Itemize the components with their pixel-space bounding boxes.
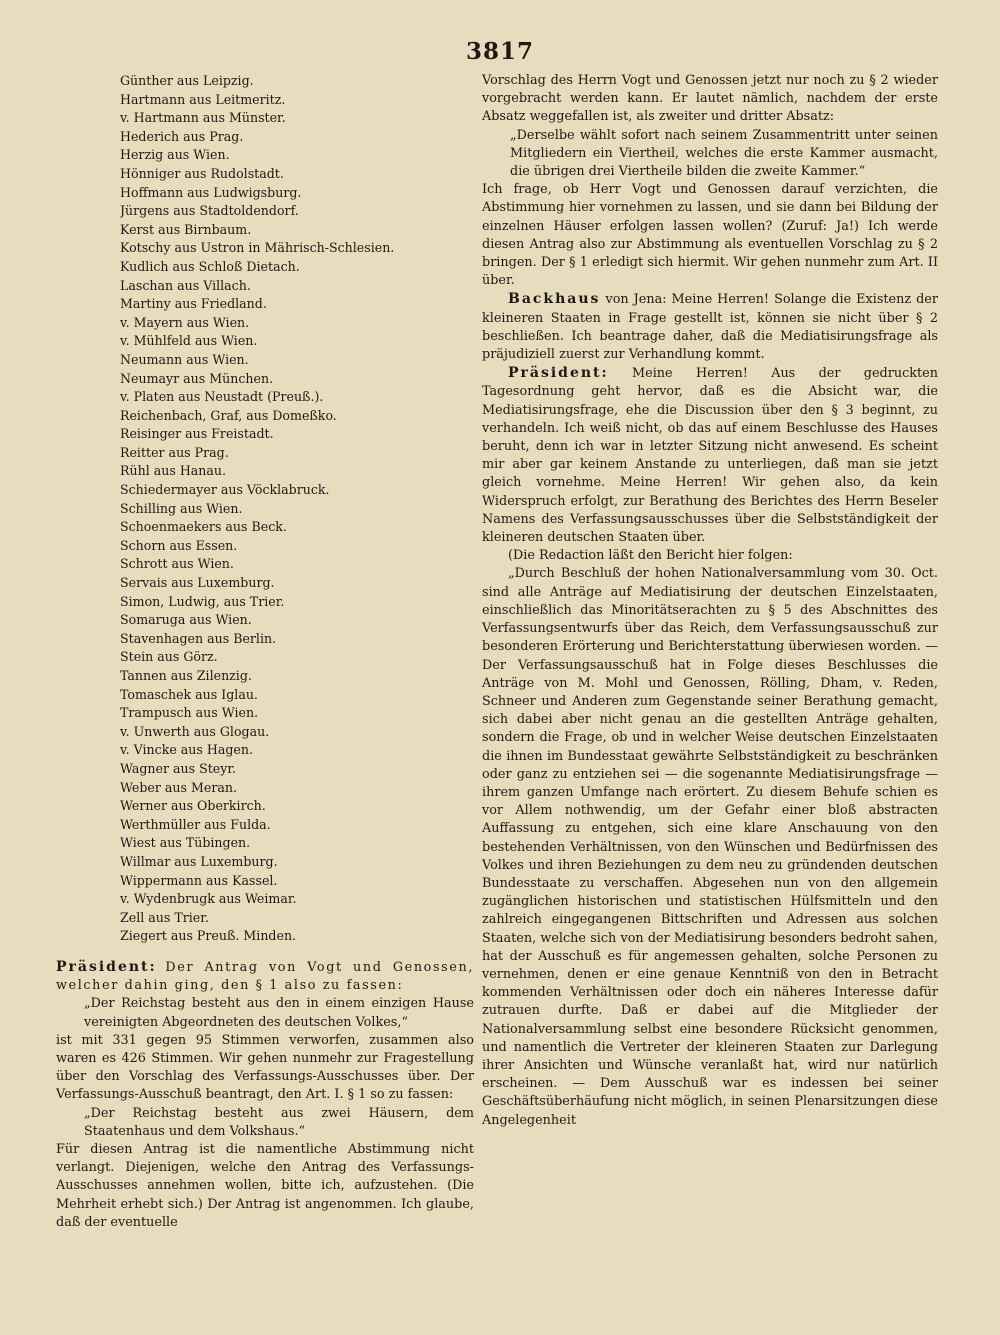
name-list [56, 72, 474, 946]
text-president-2: Meine Herren! Aus der gedruckten Tagesordnung geht hervor, daß es die Absicht war, die Mediatisirungsfrage, ehe die Discussion über den § 3 beginnt, zu verhandeln. Ich weiß nicht, ob das auf einem Beschlusse des Hauses beruht, denn ich war in letzter Sitzung nicht anwesend. Es scheint mir aber gar keinem Anstande zu unterliegen, daß man sie jetzt gleich vornehme. Meine Herren! Wir gehen also, da kein Widerspruch erfolgt, zur Berathung des Berichtes des Herrn Beseler Namens des Verfassungsausschusses über die Selbstständigkeit der kleineren deutschen Staaten über. [482, 366, 938, 546]
name-list-item: Kerst aus Birnbaum. [120, 221, 252, 237]
name-list-item: Willmar aus Luxemburg. [120, 853, 278, 869]
speaker-president-2: Präsident: [508, 365, 609, 382]
name-list-item: Rühl aus Hanau. [120, 463, 227, 479]
quote-first-chamber: „Derselbe wählt sofort nach seinem Zusammentritt unter seinen Mitgliedern ein Viertheil, welches die erste Kammer ausmacht, die übrigen drei Viertheile bilden die zweite Kammer.“ [510, 127, 938, 180]
name-list-item: v. Platen aus Neustadt (Preuß.). [120, 389, 324, 405]
name-list-item: Kotschy aus Ustron in Mährisch-Schlesien. [120, 240, 395, 256]
name-list-item: Hartmann aus Leitmeritz. [120, 91, 286, 107]
quote-reichstag-two-houses: „Der Reichstag besteht aus zwei Häusern, dem Staatenhaus und dem Volkshaus.“ [84, 1105, 474, 1139]
name-list-item: Herzig aus Wien. [120, 147, 230, 163]
name-list-item: Günther aus Leipzig. [120, 73, 254, 88]
name-list-item: Schiedermayer aus Vöcklabruck. [120, 482, 330, 498]
president-statement-2 [482, 364, 938, 547]
name-list-item: Ziegert aus Preuß. Minden. [120, 928, 297, 944]
right-column [482, 72, 938, 1130]
text-vogt-motion: Der Antrag von Vogt und Genossen, welcher dahin ging, den § 1 also zu fassen: [56, 959, 474, 994]
name-list-item: Hönniger aus Rudolstadt. [120, 165, 284, 181]
name-list-item: Hoffmann aus Ludwigsburg. [120, 184, 302, 200]
president-statement [56, 958, 474, 995]
name-list-item: v. Hartmann aus Münster. [120, 110, 286, 126]
quote-reichstag-one-house: „Der Reichstag besteht aus den in einem einzigen Hause vereinigten Abgeordneten des deutschen Volkes,“ [84, 996, 474, 1030]
name-list-item: v. Mayern aus Wien. [120, 314, 250, 330]
name-list-item: Wiest aus Tübingen. [120, 835, 251, 851]
name-list-item: v. Wydenbrugk aus Weimar. [120, 891, 297, 907]
name-list-item: Zell aus Trier. [120, 909, 209, 925]
name-list-item: Tomaschek aus Iglau. [120, 686, 258, 702]
name-list-item: Stavenhagen aus Berlin. [120, 630, 277, 646]
name-list-item: v. Vincke aus Hagen. [120, 742, 253, 758]
name-list-item: Simon, Ludwig, aus Trier. [120, 593, 285, 609]
name-list-item: Weber aus Meran. [120, 779, 237, 795]
backhaus-statement [482, 290, 938, 364]
name-list-item: Reichenbach, Graf, aus Domeßko. [120, 407, 337, 423]
name-list-item: Tannen aus Zilenzig. [120, 668, 252, 683]
name-list-item: Schrott aus Wien. [120, 556, 234, 572]
name-list-item: Trampusch aus Wien. [120, 705, 259, 721]
name-list-item: Kudlich aus Schloß Dietach. [120, 258, 300, 274]
name-list-item: Neumayr aus München. [120, 370, 274, 386]
text-question-vogt: Ich frage, ob Herr Vogt und Genossen darauf verzichten, die Abstimmung hier vornehmen zu lassen, und sie dann bei Bildung der einzelnen Häuser erfolgen lassen wollen? (Zuruf: Ja!) Ich werde diesen Antrag also zur Abstimmung als eventuellen Vorschlag zu § 2 bringen. Der § 1 erledigt sich hiermit. Wir gehen nunmehr zum Art. II über. [482, 182, 938, 289]
name-list-item: Jürgens aus Stadtoldendorf. [120, 203, 299, 219]
name-list-item: Schoenmaekers aus Beck. [120, 519, 287, 535]
name-list-item: Servais aus Luxemburg. [120, 575, 275, 591]
text-redaction-note: (Die Redaction läßt den Bericht hier folgen: [508, 548, 793, 564]
name-list-item: Hederich aus Prag. [120, 128, 244, 144]
left-column [56, 72, 474, 1232]
name-list-item: v. Unwerth aus Glogau. [120, 723, 270, 739]
speaker-backhaus: Backhaus [508, 291, 601, 308]
name-list-item: Neumann aus Wien. [120, 351, 249, 367]
name-list-item: Schorn aus Essen. [120, 537, 238, 553]
name-list-item: Wippermann aus Kassel. [120, 872, 278, 888]
name-list-item: Werner aus Oberkirch. [120, 798, 266, 814]
text-report: „Durch Beschluß der hohen Nationalversammlung vom 30. Oct. sind alle Anträge auf Mediatisirung der deutschen Einzelstaaten, einschließlich das Minoritätserachten zu § 5 des Abschnittes des Verfassungsentwurfs über das Reich, dem Verfassungsausschuß zur besonderen Erörterung und Berichterstattung überwiesen worden. — Der Verfassungsausschuß hat in Folge dieses Beschlusses die Anträge von M. Mohl und Genossen, Rölling, Dham, v. Reden, Schneer und Anderen zum Gegenstande seiner Berathung gemacht, sich dabei aber nicht genau an die gestellten Anträge gehalten, sondern die Frage, ob und in welcher Weise deutschen Einzelstaaten die ihnen im Bundesstaat gewährte Selbstständigkeit zu beschränken oder ganz zu entziehen sei — die sogenannte Mediatisirungsfrage — ihrem ganzen Umfange nach erörtert. Zu diesem Behufe schien es vor Allem nothwendig, um der Gefahr einer bloß abstracten Auffassung zu entgehen, sich eine klare Anschauung von den bestehenden Verhältnissen, von den Wünschen und Bedürfnissen des Volkes und ihren Beziehungen zu dem neu zu gründenden deutschen Bundesstaate zu verschaffen. Abgesehen nun von den allgemein zugänglichen historischen und statistischen Hülfsmitteln und den zahlreich eingegangenen Bittschriften und Adressen aus solchen Staaten, welche sich von der Mediatisirung besonders bedroht sahen, hat der Ausschuß es für angemessen gehalten, solche Personen zu vernehmen, denen er eine genaue Kenntniß von den in Betracht kommenden Verhältnissen oder doch ein näheres Interesse dafür zutrauen durfte. Daß er dabei auf die Mitglieder der Nationalversammlung selbst eine besondere Rücksicht genommen, und namentlich die Vertreter der kleineren Staaten zur Darlegung ihrer Ansichten und Wünsche veranlaßt hat, wird nur natürlich erscheinen. — Dem Ausschuß war es indessen bei seiner Geschäftsüberhäufung nicht möglich, in seinen Plenarsitzungen diese Angelegenheit [482, 566, 938, 1128]
page-number: 3817 [465, 38, 534, 65]
name-list-item: Reitter aus Prag. [120, 444, 229, 460]
name-list-item: Martiny aus Friedland. [120, 296, 267, 312]
text-vote-result: ist mit 331 gegen 95 Stimmen verworfen, zusammen also waren es 426 Stimmen. Wir gehen nunmehr zur Fragestellung über den Vorschlag des Verfassungs-Ausschusses über. Der Verfassungs-Ausschuß beantragt, den Art. I. § 1 so zu fassen: [56, 1032, 474, 1103]
name-list-item: Schilling aus Wien. [120, 500, 243, 516]
name-list-item: Werthmüller aus Fulda. [120, 816, 271, 832]
name-list-item: v. Mühlfeld aus Wien. [120, 333, 258, 349]
name-list-item: Stein aus Görz. [120, 649, 218, 665]
speaker-president: Präsident: [56, 958, 157, 975]
text-backhaus: von Jena: Meine Herren! Solange die Existenz der kleineren Staaten in Frage gestellt ist, können sie nicht über § 2 beschließen. Ich beantrage daher, daß die Mediatisirungsfrage als präjudiziell zuerst zur Verhandlung kommt. [482, 292, 938, 363]
name-list-item: Reisinger aus Freistadt. [120, 426, 274, 442]
name-list-item: Laschan aus Villach. [120, 277, 251, 293]
text-motion-accepted: Für diesen Antrag ist die namentliche Abstimmung nicht verlangt. Diejenigen, welche den Antrag des Verfassungs-Ausschusses annehmen wollen, bitte ich, aufzustehen. (Die Mehrheit erhebt sich.) Der Antrag ist angenommen. Ich glaube, daß der eventuelle [56, 1141, 474, 1230]
name-list-item: Somaruga aus Wien. [120, 612, 252, 628]
text-vogt-proposal: Vorschlag des Herrn Vogt und Genossen jetzt nur noch zu § 2 wieder vorgebracht werden kann. Er lautet nämlich, nachdem der erste Absatz weggefallen ist, als zweiter und dritter Absatz: [482, 73, 938, 125]
name-list-item: Wagner aus Steyr. [120, 760, 236, 776]
